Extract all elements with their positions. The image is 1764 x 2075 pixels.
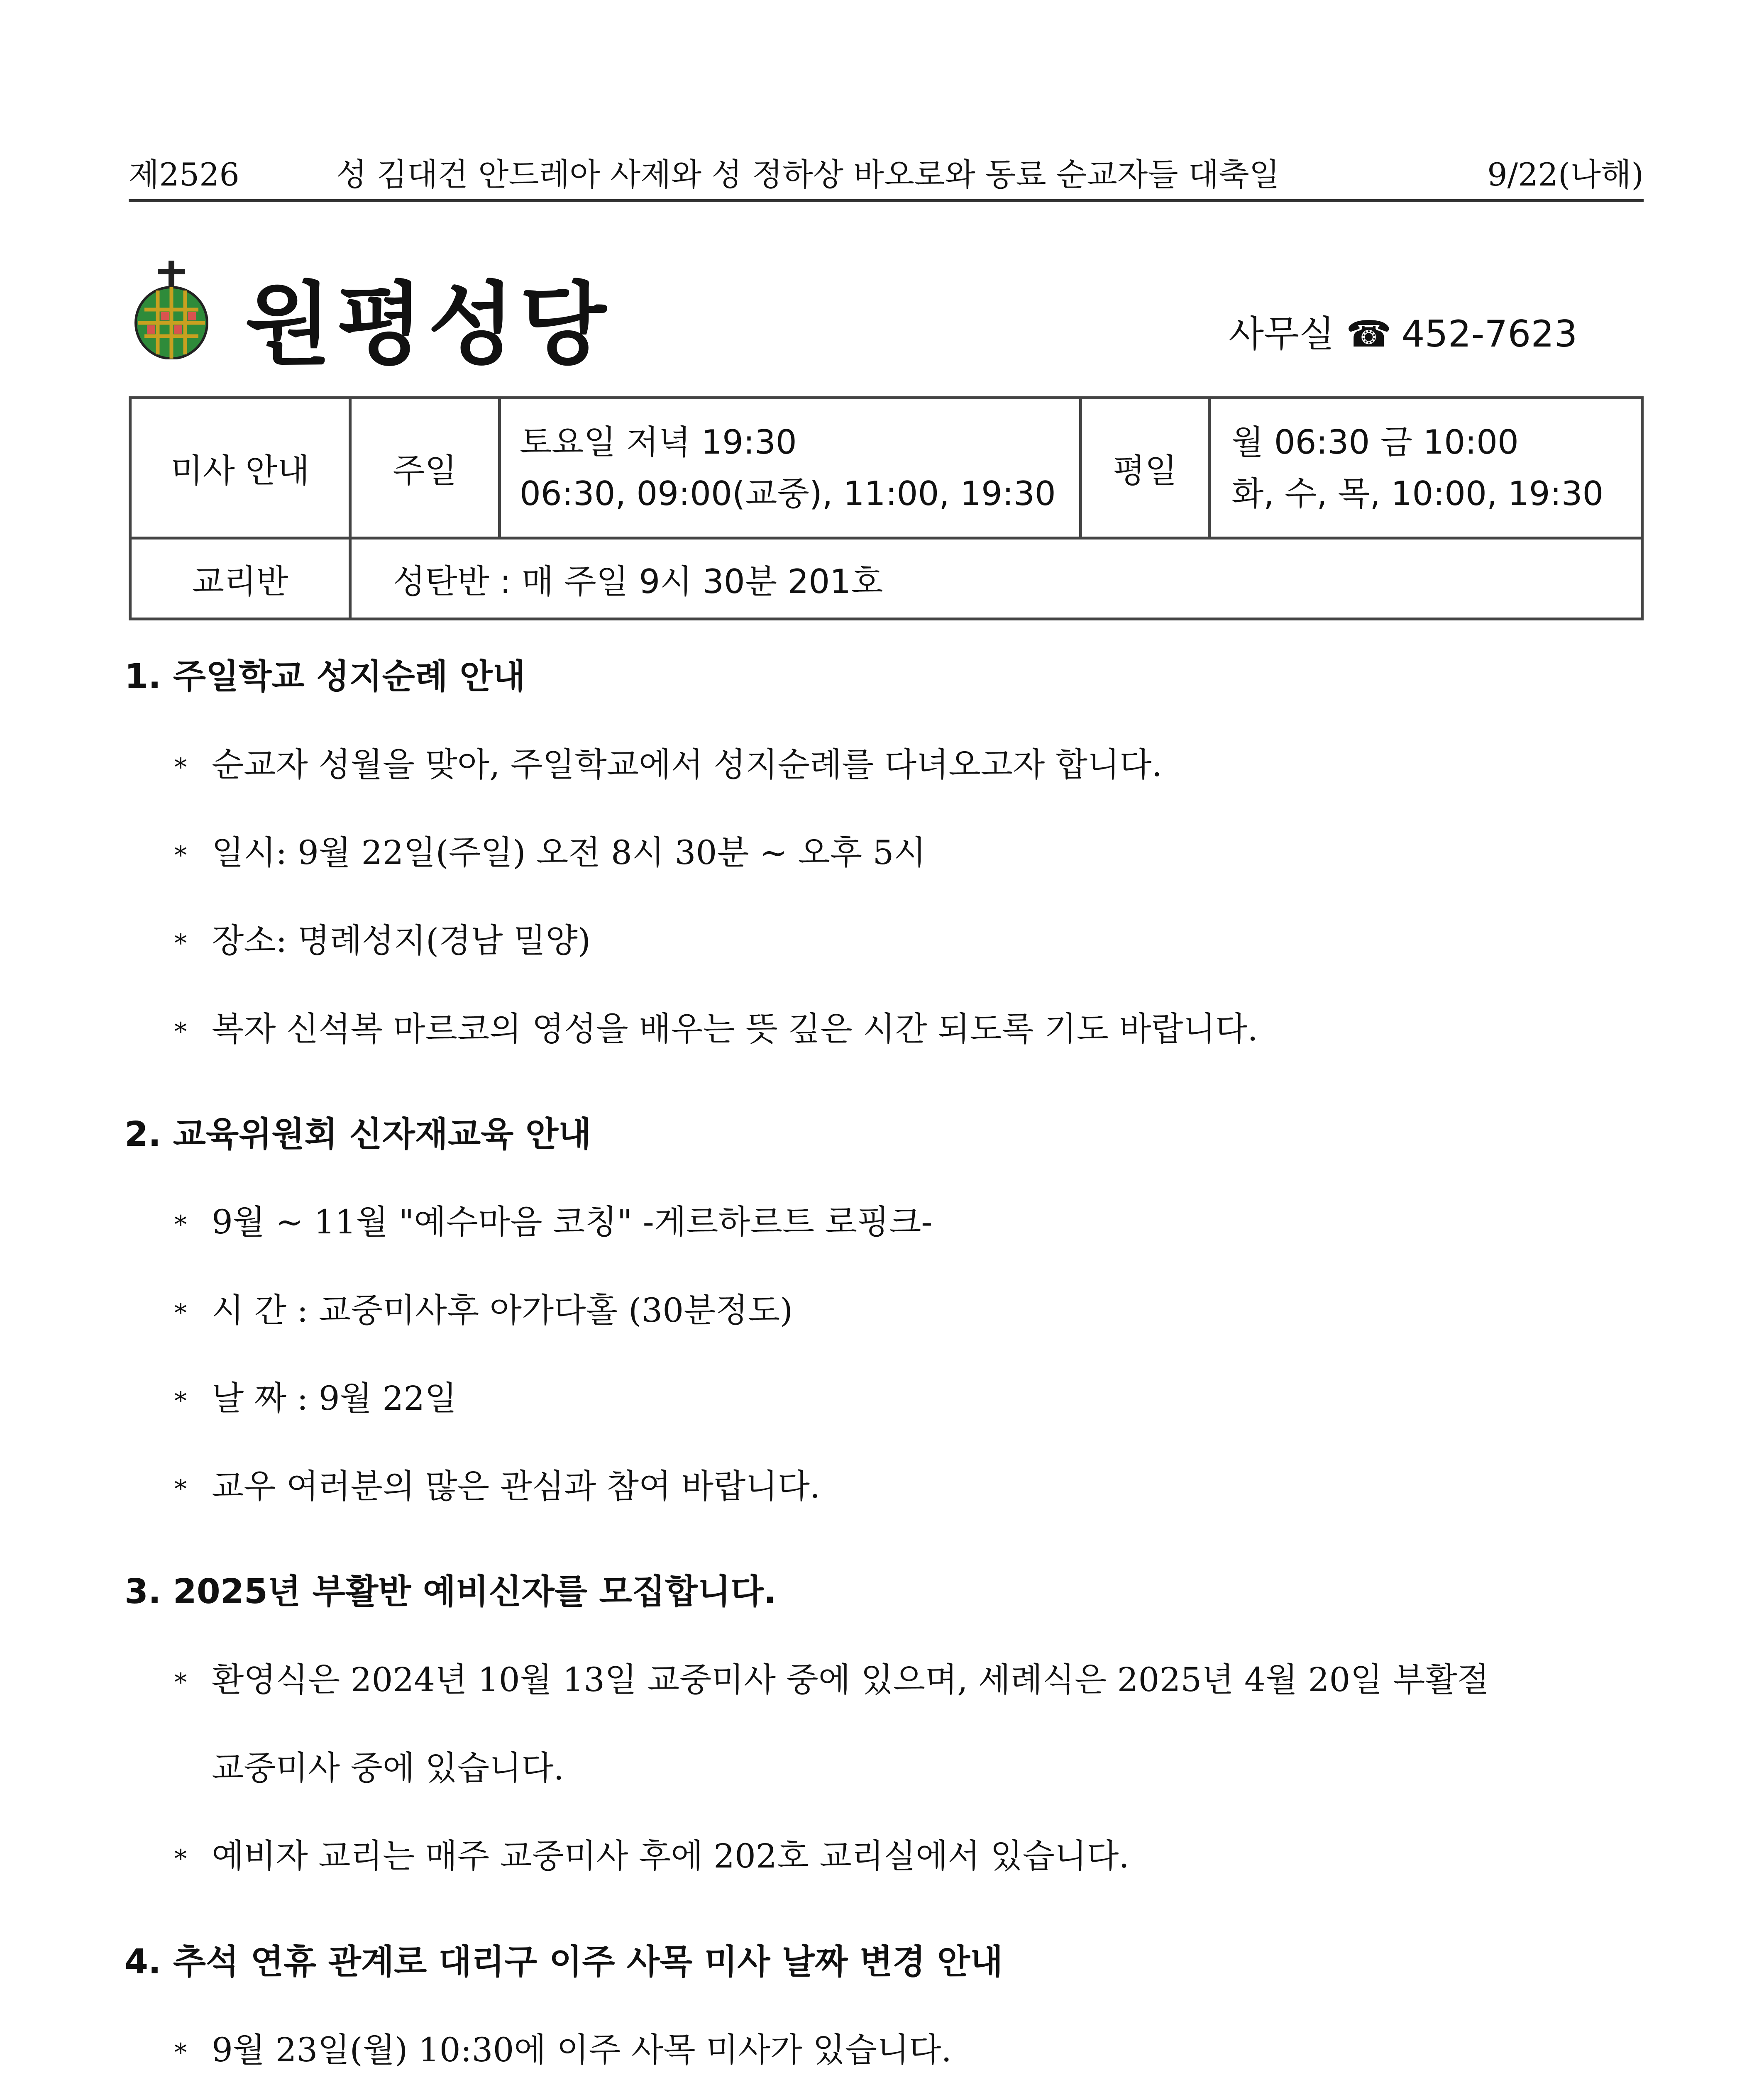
weekday-label: 평일 [1113, 452, 1177, 490]
table-divider [498, 399, 501, 537]
list-item: * 날 짜 : 9월 22일 [174, 1379, 457, 1418]
section-title: 1. 주일학교 성지순례 안내 [125, 657, 525, 696]
bullet-icon: * [174, 1474, 187, 1504]
bullet-icon: * [174, 1299, 187, 1328]
bullet-icon: * [174, 841, 187, 870]
parish-name: 원평성당 [245, 273, 611, 377]
bullet-icon: * [174, 1387, 187, 1416]
list-item-continuation: 교중미사 중에 있습니다. [212, 1749, 564, 1787]
section-title: 4. 추석 연휴 관계로 대리구 이주 사목 미사 날짜 변경 안내 [125, 1942, 1003, 1982]
issue-date: 9/22(나해) [1487, 156, 1644, 193]
list-item: * 장소: 명례성지(경남 밀양) [174, 921, 591, 960]
list-item: * 예비자 교리는 매주 교중미사 후에 202호 교리실에서 있습니다. [174, 1837, 1129, 1875]
mass-schedule-table [129, 396, 1644, 620]
list-item: * 교우 여러분의 많은 관심과 참여 바랍니다. [174, 1467, 821, 1506]
list-item: * 순교자 성월을 맞아, 주일학교에서 성지순례를 다녀오고자 합니다. [174, 745, 1162, 784]
office-phone: 452-7623 [1401, 312, 1578, 355]
list-item: * 시 간 : 교중미사후 아가다홀 (30분정도) [174, 1291, 793, 1330]
list-item: * 9월 ~ 11월 "예수마음 코칭" -게르하르트 로핑크- [174, 1203, 933, 1241]
sunday-times-line: 토요일 저녁 19:30 [520, 422, 797, 461]
church-logo-icon [132, 261, 211, 359]
office-label: 사무실 [1229, 312, 1335, 355]
table-divider [349, 399, 352, 618]
sunday-label: 주일 [393, 452, 457, 490]
table-divider [1208, 399, 1211, 537]
table-divider [132, 537, 1641, 540]
issue-number: 제2526 [129, 156, 239, 193]
list-item: * 복자 신석복 마르코의 영성을 배우는 뜻 깊은 시간 되도록 기도 바랍니다. [174, 1010, 1258, 1048]
catechism-text: 성탄반 : 매 주일 9시 30분 201호 [393, 562, 883, 601]
bullet-icon: * [174, 1210, 187, 1239]
bullet-icon: * [174, 753, 187, 782]
catechism-label: 교리반 [192, 562, 288, 601]
weekday-times-line: 화, 수, 목, 10:00, 19:30 [1231, 474, 1604, 513]
list-item: * 9월 23일(월) 10:30에 이주 사목 미사가 있습니다. [174, 2031, 952, 2069]
bullet-icon: * [174, 1668, 187, 1697]
bullet-icon: * [174, 1017, 187, 1046]
bulletin-header [129, 149, 1644, 202]
bullet-icon: * [174, 1844, 187, 1873]
section-title: 3. 2025년 부활반 예비신자를 모집합니다. [125, 1572, 777, 1611]
weekday-times-line: 월 06:30 금 10:00 [1231, 422, 1519, 461]
office-contact [1229, 305, 1577, 357]
weekday-times [1231, 399, 1642, 537]
table-divider [1079, 399, 1082, 537]
phone-icon: ☎ [1346, 312, 1392, 355]
bullet-icon: * [174, 929, 187, 958]
bullet-icon: * [174, 2038, 187, 2067]
sunday-times-line: 06:30, 09:00(교중), 11:00, 19:30 [520, 474, 1056, 513]
section-title: 2. 교육위원회 신자재교육 안내 [125, 1115, 591, 1154]
feast-title: 성 김대건 안드레아 사제와 성 정하상 바오로와 동료 순교자들 대축일 [336, 156, 1280, 193]
list-item: * 일시: 9월 22일(주일) 오전 8시 30분 ~ 오후 5시 [174, 833, 926, 872]
sunday-times [520, 399, 1079, 537]
list-item: * 환영식은 2024년 10월 13일 교중미사 중에 있으며, 세례식은 2025년 4월 20일 부활절 [174, 1660, 1489, 1699]
mass-label: 미사 안내 [171, 452, 310, 490]
